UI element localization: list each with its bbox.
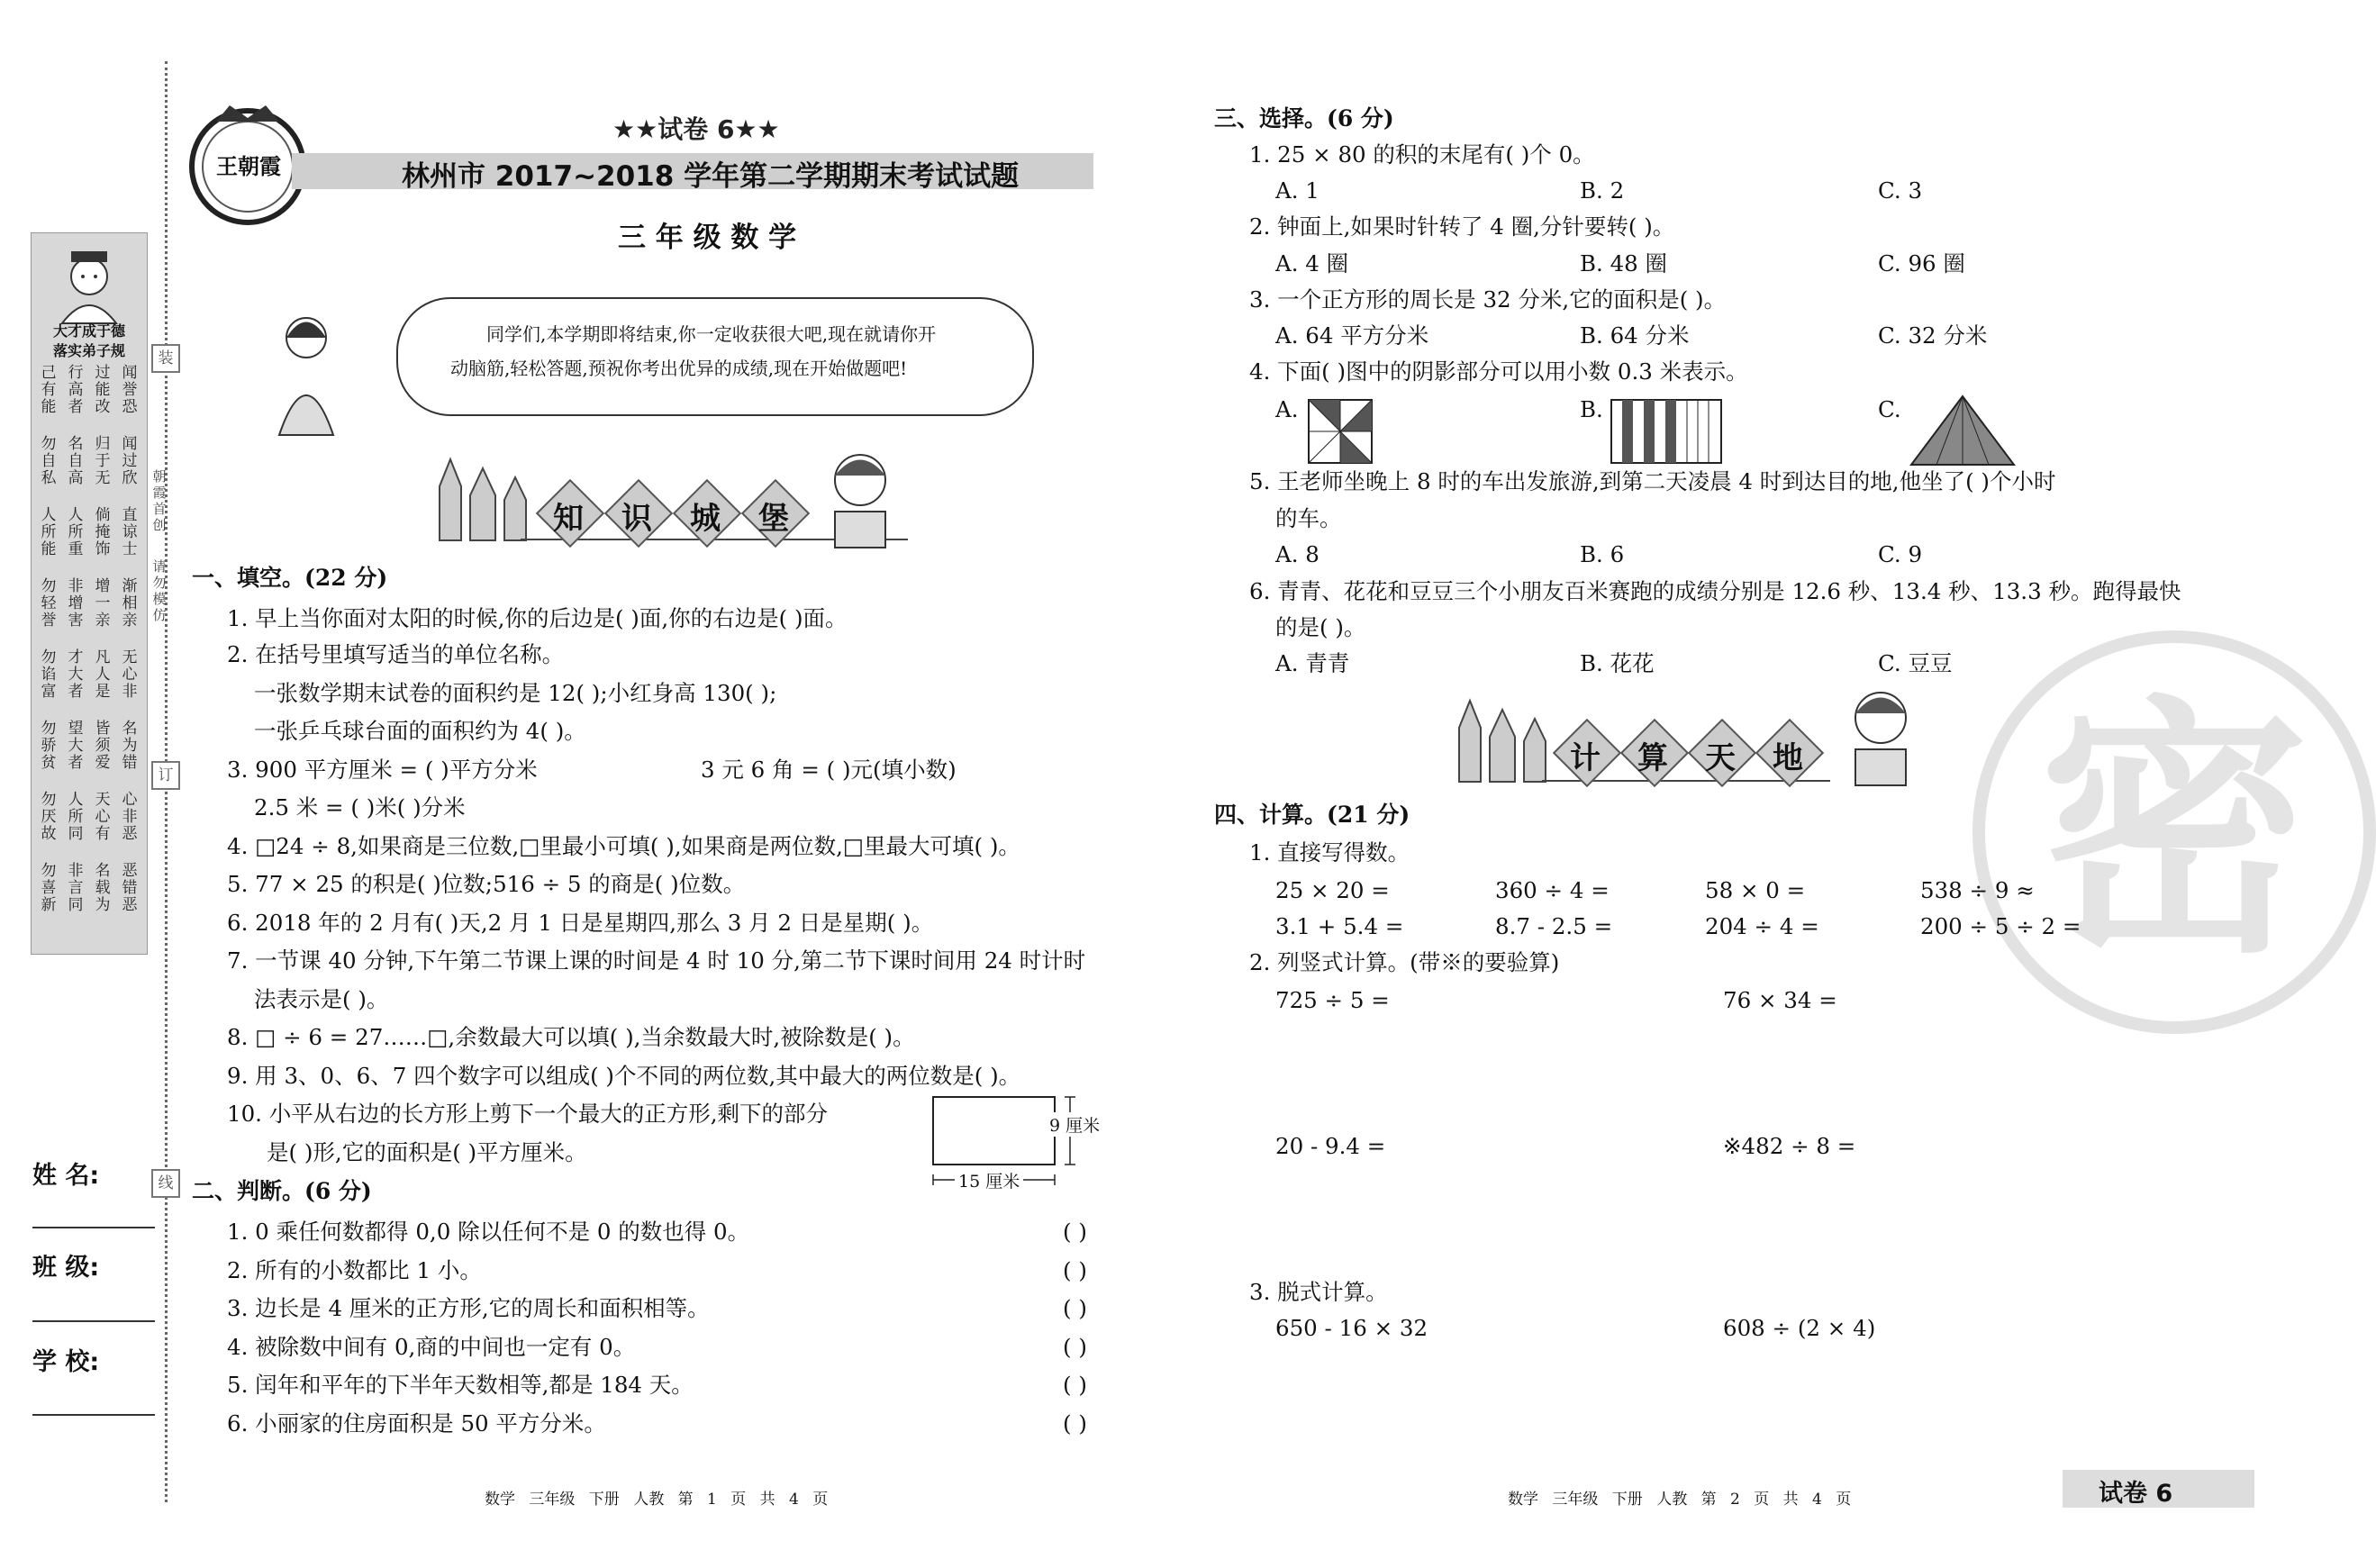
banner-char: 堡 bbox=[758, 501, 789, 537]
proverb-column: 勿自私 bbox=[41, 435, 57, 487]
judge-item: 6. 小丽家的住房面积是 50 平方分米。 bbox=[227, 1410, 606, 1437]
direct-calc: 538 ÷ 9 ≈ bbox=[1920, 877, 2035, 903]
class-line[interactable] bbox=[32, 1320, 155, 1322]
part1-heading: 一、填空。(22 分) bbox=[192, 565, 388, 591]
calc-sub3: 3. 脱式计算。 bbox=[1249, 1279, 1388, 1305]
stepwise-calc: 608 ÷ (2 × 4) bbox=[1723, 1315, 1876, 1341]
side-note-1: 朝霞首创 bbox=[152, 468, 167, 533]
proverb-column: 勿骄贫 bbox=[41, 720, 57, 772]
proverb-column: 闻誉恐 bbox=[122, 364, 138, 416]
corner-test-label: 试卷 6 bbox=[2099, 1480, 2173, 1508]
direct-calc: 200 ÷ 5 ÷ 2 = bbox=[1920, 913, 2081, 939]
direct-calc: 8.7 - 2.5 = bbox=[1495, 913, 1613, 939]
judge-item: 3. 边长是 4 厘米的正方形,它的周长和面积相等。 bbox=[227, 1295, 710, 1321]
exam-title: 林州市 2017~2018 学年第二学期期末考试试题 bbox=[402, 160, 1020, 193]
castle-icon bbox=[1452, 692, 1560, 786]
choice-q4-a[interactable]: A. bbox=[1275, 396, 1299, 422]
fill-q7-cont: 法表示是( )。 bbox=[254, 986, 389, 1012]
fill-q9: 9. 用 3、0、6、7 四个数字可以组成( )个不同的两位数,其中最大的两位数是( )。 bbox=[227, 1063, 1021, 1089]
choice-q6-a[interactable]: A. 青青 bbox=[1275, 650, 1350, 676]
seal-mark: 订 bbox=[151, 761, 180, 790]
judge-answer-paren[interactable]: ( ) bbox=[1063, 1295, 1087, 1321]
part2-heading: 二、判断。(6 分) bbox=[192, 1178, 372, 1204]
proverb-panel bbox=[31, 232, 148, 955]
scholar-icon bbox=[32, 233, 147, 332]
proverb-column: 名载为 bbox=[95, 862, 111, 914]
fill-q4: 4. □24 ÷ 8,如果商是三位数,□里最小可填( ),如果商是两位数,□里最大可填( )。 bbox=[227, 833, 1020, 859]
choice-q6-c[interactable]: C. 豆豆 bbox=[1878, 650, 1953, 676]
triangle-figure bbox=[1909, 394, 2016, 467]
proverb-column: 己有能 bbox=[41, 364, 57, 416]
rect-height-label: 9 厘米 bbox=[1049, 1112, 1100, 1137]
proverb-column: 才大者 bbox=[68, 648, 84, 701]
judge-item: 1. 0 乘任何数都得 0,0 除以任何不是 0 的数也得 0。 bbox=[227, 1219, 750, 1245]
test-number-badge: ★★试卷 6★★ bbox=[612, 114, 780, 144]
judge-item: 5. 闰年和平年的下半年天数相等,都是 184 天。 bbox=[227, 1372, 694, 1398]
class-label: 班 级: bbox=[32, 1254, 100, 1282]
proverb-column: 勿谄富 bbox=[41, 648, 57, 701]
proverb-row bbox=[39, 578, 140, 630]
choice-q2-a[interactable]: A. 4 圈 bbox=[1275, 250, 1349, 276]
choice-q6: 6. 青青、花花和豆豆三个小朋友百米赛跑的成绩分别是 12.6 秒、13.4 秒、13.3 秒。跑得最快 bbox=[1249, 578, 2181, 604]
choice-q4: 4. 下面( )图中的阴影部分可以用小数 0.3 米表示。 bbox=[1249, 358, 1748, 385]
proverb-column: 人所能 bbox=[41, 506, 57, 558]
choice-q2-c[interactable]: C. 96 圈 bbox=[1878, 250, 1965, 276]
name-label: 姓 名: bbox=[32, 1162, 100, 1190]
seal-mark: 装 bbox=[151, 344, 180, 373]
pinwheel-square-figure bbox=[1308, 399, 1373, 464]
choice-q5-b[interactable]: B. 6 bbox=[1580, 541, 1625, 567]
part4-heading: 四、计算。(21 分) bbox=[1214, 802, 1410, 828]
proverb-column: 勿喜新 bbox=[41, 862, 57, 914]
reading-boy-icon bbox=[1836, 686, 1921, 790]
confidential-watermark: 密 bbox=[1972, 630, 2376, 1034]
footer-left: 数学 三年级 下册 人教 第 1 页 共 4 页 bbox=[485, 1491, 829, 1509]
choice-q1-a[interactable]: A. 1 bbox=[1275, 177, 1319, 204]
motto-1: 大才成于德 bbox=[52, 322, 125, 340]
proverb-column: 心非恶 bbox=[122, 791, 138, 843]
proverb-column: 勿厌故 bbox=[41, 791, 57, 843]
fill-q5: 5. 77 × 25 的积是( )位数;516 ÷ 5 的商是( )位数。 bbox=[227, 871, 746, 897]
fill-q2-line2: 一张乒乓球台面的面积约为 4( )。 bbox=[254, 718, 586, 744]
fill-q2: 2. 在括号里填写适当的单位名称。 bbox=[227, 641, 565, 667]
rect-width-label: 15 厘米 bbox=[955, 1168, 1023, 1192]
choice-q1-c[interactable]: C. 3 bbox=[1878, 177, 1923, 204]
choice-q5-c[interactable]: C. 9 bbox=[1878, 541, 1923, 567]
fill-q10: 10. 小平从右边的长方形上剪下一个最大的正方形,剩下的部分 bbox=[227, 1101, 829, 1127]
striped-rectangle-figure bbox=[1610, 399, 1722, 464]
banner-char: 知 bbox=[553, 501, 584, 537]
banner-char: 天 bbox=[1705, 740, 1736, 776]
proverb-column: 人所同 bbox=[68, 791, 84, 843]
judge-answer-paren[interactable]: ( ) bbox=[1063, 1410, 1087, 1437]
school-line[interactable] bbox=[32, 1414, 155, 1416]
footer-right: 数学 三年级 下册 人教 第 2 页 共 4 页 bbox=[1508, 1491, 1852, 1509]
fill-q10-cont: 是( )形,它的面积是( )平方厘米。 bbox=[267, 1139, 587, 1165]
teacher-illustration-icon bbox=[261, 311, 351, 437]
fill-q1: 1. 早上当你面对太阳的时候,你的后边是( )面,你的右边是( )面。 bbox=[227, 605, 848, 631]
fill-q3b: 3 元 6 角 = ( )元(填小数) bbox=[701, 757, 957, 783]
proverb-column: 倘掩饰 bbox=[95, 506, 111, 558]
fill-q2-line1: 一张数学期末试卷的面积约是 12( );小红身高 130( ); bbox=[254, 680, 777, 706]
choice-q4-c[interactable]: C. bbox=[1878, 396, 1901, 422]
choice-q5: 5. 王老师坐晚上 8 时的车出发旅游,到第二天凌晨 4 时到达目的地,他坐了( )个小时 bbox=[1249, 468, 2056, 494]
proverb-column: 凡人是 bbox=[95, 648, 111, 701]
proverb-row bbox=[39, 721, 140, 772]
fill-q6: 6. 2018 年的 2 月有( )天,2 月 1 日是星期四,那么 3 月 2 日是星期( )。 bbox=[227, 910, 934, 936]
seal-mark: 线 bbox=[151, 1169, 180, 1198]
school-label: 学 校: bbox=[32, 1348, 100, 1376]
proverb-row bbox=[39, 507, 140, 558]
calc-sub1: 1. 直接写得数。 bbox=[1249, 839, 1410, 866]
proverb-column: 天心有 bbox=[95, 791, 111, 843]
proverb-row bbox=[39, 436, 140, 487]
direct-calc: 204 ÷ 4 = bbox=[1705, 913, 1819, 939]
choice-q1: 1. 25 × 80 的积的末尾有( )个 0。 bbox=[1249, 141, 1595, 168]
choice-q2-b[interactable]: B. 48 圈 bbox=[1580, 250, 1668, 276]
calc-sub2: 2. 列竖式计算。(带※的要验算) bbox=[1249, 949, 1560, 975]
judge-answer-paren[interactable]: ( ) bbox=[1063, 1219, 1087, 1245]
banner-char: 地 bbox=[1773, 740, 1803, 776]
choice-q3: 3. 一个正方形的周长是 32 分米,它的面积是( )。 bbox=[1249, 286, 1727, 313]
judge-item: 2. 所有的小数都比 1 小。 bbox=[227, 1257, 482, 1283]
proverb-row bbox=[39, 649, 140, 701]
choice-q2: 2. 钟面上,如果时针转了 4 圈,分针要转( )。 bbox=[1249, 213, 1675, 240]
motto-2: 落实弟子规 bbox=[52, 342, 125, 359]
proverb-grid bbox=[39, 365, 140, 934]
name-line[interactable] bbox=[32, 1227, 155, 1228]
banner-char: 城 bbox=[690, 501, 721, 537]
fill-q3a: 3. 900 平方厘米 = ( )平方分米 bbox=[227, 757, 538, 783]
choice-q5-cont: 的车。 bbox=[1275, 505, 1342, 531]
choice-q3-b[interactable]: B. 64 分米 bbox=[1580, 322, 1690, 349]
direct-calc: 360 ÷ 4 = bbox=[1495, 877, 1610, 903]
proverb-column: 闻过欣 bbox=[122, 435, 138, 487]
direct-calc: 58 × 0 = bbox=[1705, 877, 1806, 903]
choice-q4-b[interactable]: B. bbox=[1580, 396, 1603, 422]
proverb-column: 归于无 bbox=[95, 435, 111, 487]
reading-boy-icon bbox=[815, 449, 901, 552]
direct-calc: 25 × 20 = bbox=[1275, 877, 1390, 903]
proverb-column: 渐相亲 bbox=[122, 577, 138, 630]
proverb-column: 增一亲 bbox=[95, 577, 111, 630]
vertical-calc: 725 ÷ 5 = bbox=[1275, 987, 1390, 1013]
proverb-row bbox=[39, 792, 140, 843]
proverb-column: 非言同 bbox=[68, 862, 84, 914]
intro-line-1: 同学们,本学期即将结束,你一定收获很大吧,现在就请你开 bbox=[486, 323, 937, 345]
proverb-column: 行高者 bbox=[68, 364, 84, 416]
judge-answer-paren[interactable]: ( ) bbox=[1063, 1334, 1087, 1360]
brand-emblem-text: 王朝霞 bbox=[216, 154, 281, 179]
proverb-column: 恶错恶 bbox=[122, 862, 138, 914]
proverb-column: 直谅士 bbox=[122, 506, 138, 558]
banner-char: 识 bbox=[621, 501, 652, 537]
part3-heading: 三、选择。(6 分) bbox=[1214, 105, 1394, 131]
proverb-column: 无心非 bbox=[122, 648, 138, 701]
vertical-calc: ※482 ÷ 8 = bbox=[1723, 1133, 1856, 1159]
judge-answer-paren[interactable]: ( ) bbox=[1063, 1257, 1087, 1283]
fill-q8: 8. □ ÷ 6 = 27……□,余数最大可以填( ),当余数最大时,被除数是( )。 bbox=[227, 1024, 915, 1050]
direct-calc: 3.1 + 5.4 = bbox=[1275, 913, 1404, 939]
choice-q6-b[interactable]: B. 花花 bbox=[1580, 650, 1655, 676]
proverb-column: 过能改 bbox=[95, 364, 111, 416]
proverb-row bbox=[39, 365, 140, 416]
judge-item: 4. 被除数中间有 0,商的中间也一定有 0。 bbox=[227, 1334, 636, 1360]
choice-q3-a[interactable]: A. 64 平方分米 bbox=[1275, 322, 1429, 349]
vertical-calc: 20 - 9.4 = bbox=[1275, 1133, 1386, 1159]
choice-q3-c[interactable]: C. 32 分米 bbox=[1878, 322, 1988, 349]
proverb-column: 非增害 bbox=[68, 577, 84, 630]
fill-q7: 7. 一节课 40 分钟,下午第二节课上课的时间是 4 时 10 分,第二节下课时间用 24 时计时 bbox=[227, 947, 1086, 974]
banner-char: 计 bbox=[1570, 740, 1601, 776]
proverb-column: 皆须爱 bbox=[95, 720, 111, 772]
proverb-column: 名为错 bbox=[122, 720, 138, 772]
choice-q6-cont: 的是( )。 bbox=[1275, 614, 1366, 640]
proverb-column: 人所重 bbox=[68, 506, 84, 558]
choice-q5-a[interactable]: A. 8 bbox=[1275, 541, 1319, 567]
subject-title: 三 年 级 数 学 bbox=[618, 222, 797, 254]
proverb-column: 勿轻誉 bbox=[41, 577, 57, 630]
proverb-column: 望大者 bbox=[68, 720, 84, 772]
intro-line-2: 动脑筋,轻松答题,预祝你考出优异的成绩,现在开始做题吧! bbox=[450, 358, 908, 379]
proverb-column: 名自高 bbox=[68, 435, 84, 487]
fill-q3c: 2.5 米 = ( )米( )分米 bbox=[254, 794, 466, 820]
side-note-2: 请勿模仿 bbox=[152, 558, 167, 623]
judge-answer-paren[interactable]: ( ) bbox=[1063, 1372, 1087, 1398]
vertical-calc: 76 × 34 = bbox=[1723, 987, 1837, 1013]
castle-icon bbox=[431, 450, 548, 545]
proverb-row bbox=[39, 863, 140, 914]
stepwise-calc: 650 - 16 × 32 bbox=[1275, 1315, 1428, 1341]
choice-q1-b[interactable]: B. 2 bbox=[1580, 177, 1625, 204]
banner-char: 算 bbox=[1637, 740, 1668, 776]
